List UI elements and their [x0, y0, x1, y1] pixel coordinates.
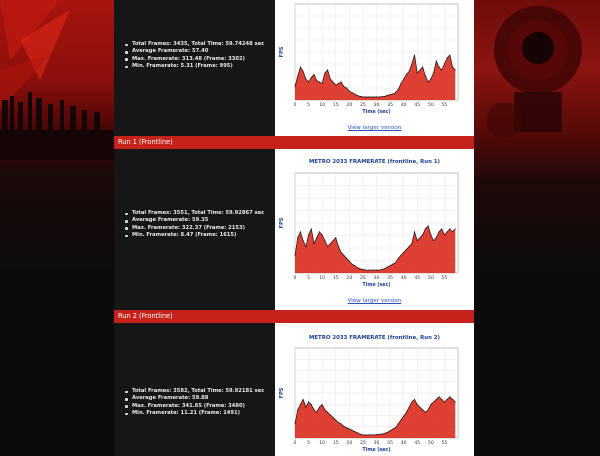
data-point: [449, 55, 450, 56]
data-point: [354, 431, 355, 432]
stats-list: [124, 388, 284, 418]
data-point: [384, 268, 385, 269]
data-point: [316, 412, 317, 413]
data-point: [381, 434, 382, 435]
data-point: [319, 82, 320, 83]
data-point: [384, 433, 385, 434]
data-point: [430, 404, 431, 405]
data-point: [319, 407, 320, 408]
x-tick-label: 40: [400, 276, 407, 281]
data-point: [295, 255, 296, 256]
y-axis-label: FPS: [279, 46, 285, 58]
chart-panel: [275, 149, 474, 310]
data-point: [357, 95, 358, 96]
data-point: [400, 255, 401, 256]
data-point: [365, 270, 366, 271]
data-point: [297, 237, 298, 238]
data-point: [411, 64, 412, 65]
data-point: [376, 434, 377, 435]
stat-average-framerate: Average Framerate: 57.40: [124, 48, 284, 55]
data-point: [381, 96, 382, 97]
data-point: [441, 399, 442, 400]
data-point: [449, 228, 450, 229]
stat-total-frames: Total Frames: 3435, Total Time: 59.74248 sec: [124, 41, 284, 48]
data-point: [409, 407, 410, 408]
data-point: [362, 97, 363, 98]
data-point: [438, 67, 439, 68]
data-point: [444, 402, 445, 403]
x-tick-label: 50: [427, 103, 434, 108]
data-point: [300, 404, 301, 405]
x-tick-label: 0: [293, 103, 297, 108]
data-point: [417, 73, 418, 74]
run-header: Run 2 (Frontline): [114, 310, 474, 323]
x-tick-label: 0: [293, 276, 297, 281]
data-point: [365, 97, 366, 98]
data-point: [381, 269, 382, 270]
stat-min-framerate: Min. Framerate: 8.47 (Frame: 1615): [124, 232, 284, 239]
data-point: [400, 420, 401, 421]
data-point: [430, 79, 431, 80]
stat-total-frames: Total Frames: 3551, Total Time: 59.92867 sec: [124, 210, 284, 217]
left-background-art: [0, 0, 114, 456]
data-point: [346, 88, 347, 89]
data-point: [425, 76, 426, 77]
data-point: [338, 246, 339, 247]
data-point: [360, 434, 361, 435]
data-point: [308, 234, 309, 235]
red-star-burst-art: [0, 0, 114, 160]
x-tick-label: 25: [359, 103, 366, 108]
data-point: [333, 240, 334, 241]
data-point: [444, 234, 445, 235]
stat-average-framerate: Average Framerate: 59.88: [124, 395, 284, 402]
x-tick-label: 55: [441, 276, 448, 281]
data-point: [357, 267, 358, 268]
data-point: [455, 70, 456, 71]
x-tick-label: 50: [427, 276, 434, 281]
data-point: [335, 237, 336, 238]
data-point: [349, 91, 350, 92]
data-point: [428, 225, 429, 226]
data-point: [409, 71, 410, 72]
data-point: [419, 407, 420, 408]
data-point: [398, 423, 399, 424]
data-point: [346, 427, 347, 428]
data-point: [338, 83, 339, 84]
data-point: [455, 228, 456, 229]
stats-panel: [114, 0, 275, 136]
data-point: [311, 228, 312, 229]
stat-min-framerate: Min. Framerate: 11.21 (Frame: 1491): [124, 410, 284, 417]
x-tick-label: 15: [332, 276, 339, 281]
run-block-1: [114, 149, 474, 310]
gas-mask-art: [474, 0, 600, 170]
data-point: [308, 82, 309, 83]
data-point: [379, 434, 380, 435]
data-point: [422, 67, 423, 68]
data-point: [387, 267, 388, 268]
data-point: [300, 231, 301, 232]
data-point: [400, 83, 401, 84]
x-axis-label: Time (sec): [362, 448, 391, 453]
data-point: [365, 434, 366, 435]
data-point: [376, 97, 377, 98]
run-block-0: [114, 0, 474, 136]
data-point: [414, 231, 415, 232]
data-point: [349, 261, 350, 262]
data-point: [438, 231, 439, 232]
data-point: [422, 234, 423, 235]
stat-max-framerate: Max. Framerate: 313.48 (Frame: 3302): [124, 56, 284, 63]
data-point: [414, 55, 415, 56]
data-point: [324, 409, 325, 410]
data-point: [447, 231, 448, 232]
x-tick-label: 45: [414, 276, 421, 281]
stats-panel: [114, 149, 275, 310]
view-larger-link[interactable]: View larger version: [347, 125, 402, 131]
stats-panel: [114, 323, 275, 456]
data-point: [316, 80, 317, 81]
x-tick-label: 45: [414, 441, 421, 446]
data-point: [352, 430, 353, 431]
x-tick-label: 30: [373, 441, 380, 446]
data-point: [422, 409, 423, 410]
data-point: [373, 97, 374, 98]
data-point: [308, 402, 309, 403]
data-point: [324, 73, 325, 74]
run-block-2: [114, 323, 474, 456]
data-point: [333, 417, 334, 418]
data-point: [368, 434, 369, 435]
data-point: [403, 252, 404, 253]
x-tick-label: 25: [359, 441, 366, 446]
data-point: [395, 427, 396, 428]
data-point: [449, 396, 450, 397]
data-point: [436, 61, 437, 62]
data-point: [417, 404, 418, 405]
data-point: [409, 246, 410, 247]
x-tick-label: 10: [319, 441, 326, 446]
data-point: [425, 412, 426, 413]
run-header: Run 1 (Frontline): [114, 136, 474, 149]
data-point: [343, 86, 344, 87]
data-point: [322, 83, 323, 84]
data-point: [316, 237, 317, 238]
data-point: [324, 240, 325, 241]
data-point: [390, 94, 391, 95]
data-point: [319, 231, 320, 232]
x-tick-label: 30: [373, 103, 380, 108]
stats-list: [124, 210, 284, 240]
data-point: [403, 79, 404, 80]
data-point: [433, 73, 434, 74]
framerate-chart: [275, 0, 474, 118]
data-point: [373, 270, 374, 271]
stat-average-framerate: Average Framerate: 59.35: [124, 217, 284, 224]
x-tick-label: 35: [387, 441, 394, 446]
y-axis-label: FPS: [279, 387, 285, 399]
data-point: [295, 86, 296, 87]
data-point: [411, 243, 412, 244]
x-tick-label: 45: [414, 103, 421, 108]
chart-title: METRO 2033 FRAMERATE (frontline, Run 2): [308, 335, 441, 341]
view-larger-link[interactable]: View larger version: [347, 298, 402, 304]
data-point: [360, 96, 361, 97]
x-tick-label: 35: [387, 276, 394, 281]
x-tick-label: 0: [293, 441, 297, 446]
data-point: [368, 270, 369, 271]
data-point: [430, 234, 431, 235]
data-point: [441, 228, 442, 229]
x-tick-label: 35: [387, 103, 394, 108]
data-point: [438, 396, 439, 397]
data-point: [433, 402, 434, 403]
data-point: [436, 237, 437, 238]
data-point: [425, 228, 426, 229]
x-tick-label: 50: [427, 441, 434, 446]
data-point: [379, 270, 380, 271]
data-point: [373, 434, 374, 435]
data-point: [341, 82, 342, 83]
data-point: [297, 409, 298, 410]
data-point: [447, 399, 448, 400]
data-point: [392, 429, 393, 430]
data-point: [392, 94, 393, 95]
data-point: [341, 252, 342, 253]
data-point: [352, 264, 353, 265]
data-point: [349, 429, 350, 430]
data-point: [314, 74, 315, 75]
stat-min-framerate: Min. Framerate: 5.31 (Frame: 995): [124, 63, 284, 70]
data-point: [335, 85, 336, 86]
data-point: [360, 268, 361, 269]
data-point: [305, 246, 306, 247]
data-point: [327, 246, 328, 247]
x-tick-label: 5: [307, 441, 311, 446]
data-point: [444, 64, 445, 65]
data-point: [352, 92, 353, 93]
data-point: [368, 97, 369, 98]
data-point: [362, 434, 363, 435]
data-point: [406, 74, 407, 75]
data-point: [314, 409, 315, 410]
chart-title: METRO 2033 FRAMERATE (frontline, Run 1): [308, 159, 441, 165]
data-point: [390, 265, 391, 266]
x-tick-label: 10: [319, 103, 326, 108]
data-point: [428, 409, 429, 410]
stat-max-framerate: Max. Framerate: 341.65 (Frame: 3480): [124, 403, 284, 410]
stat-total-frames: Total Frames: 3582, Total Time: 59.92181 sec: [124, 388, 284, 395]
data-point: [411, 402, 412, 403]
x-tick-label: 55: [441, 103, 448, 108]
data-point: [371, 270, 372, 271]
data-point: [341, 423, 342, 424]
data-point: [305, 407, 306, 408]
data-point: [371, 97, 372, 98]
data-point: [362, 269, 363, 270]
framerate-chart: [275, 344, 474, 456]
data-point: [379, 97, 380, 98]
data-point: [311, 77, 312, 78]
x-tick-label: 55: [441, 441, 448, 446]
x-axis-label: Time (sec): [362, 283, 391, 288]
data-point: [327, 412, 328, 413]
stat-max-framerate: Max. Framerate: 322.37 (Frame: 2153): [124, 225, 284, 232]
data-point: [354, 94, 355, 95]
data-point: [441, 70, 442, 71]
main-content-column: [114, 0, 474, 456]
data-point: [295, 423, 296, 424]
data-point: [428, 82, 429, 83]
data-point: [452, 67, 453, 68]
data-point: [398, 89, 399, 90]
data-point: [346, 258, 347, 259]
x-tick-label: 5: [307, 276, 311, 281]
data-point: [371, 434, 372, 435]
data-point: [395, 92, 396, 93]
data-point: [392, 264, 393, 265]
data-point: [330, 79, 331, 80]
data-point: [419, 70, 420, 71]
data-point: [436, 399, 437, 400]
data-point: [376, 270, 377, 271]
data-point: [311, 404, 312, 405]
data-point: [455, 402, 456, 403]
x-tick-label: 5: [307, 103, 311, 108]
data-point: [303, 399, 304, 400]
data-point: [433, 240, 434, 241]
data-point: [406, 412, 407, 413]
data-point: [303, 240, 304, 241]
data-point: [297, 76, 298, 77]
right-background-art: [474, 0, 600, 456]
x-tick-label: 10: [319, 276, 326, 281]
data-point: [303, 71, 304, 72]
chart-panel: [275, 0, 474, 136]
chart-panel: [275, 323, 474, 456]
data-point: [387, 432, 388, 433]
data-point: [452, 399, 453, 400]
x-tick-label: 40: [400, 103, 407, 108]
data-point: [390, 430, 391, 431]
data-point: [354, 265, 355, 266]
data-point: [343, 255, 344, 256]
data-point: [322, 234, 323, 235]
x-tick-label: 25: [359, 276, 366, 281]
data-point: [327, 70, 328, 71]
stats-list: [124, 41, 284, 71]
data-point: [330, 243, 331, 244]
data-point: [314, 243, 315, 244]
data-point: [305, 79, 306, 80]
data-point: [452, 231, 453, 232]
x-tick-label: 30: [373, 276, 380, 281]
data-point: [398, 258, 399, 259]
x-tick-label: 20: [346, 276, 353, 281]
data-point: [417, 240, 418, 241]
data-point: [322, 404, 323, 405]
y-axis-label: FPS: [279, 217, 285, 229]
x-tick-label: 15: [332, 103, 339, 108]
data-point: [384, 96, 385, 97]
data-point: [403, 416, 404, 417]
x-tick-label: 40: [400, 441, 407, 446]
data-point: [335, 420, 336, 421]
data-point: [300, 67, 301, 68]
data-point: [395, 262, 396, 263]
data-point: [406, 249, 407, 250]
data-point: [333, 82, 334, 83]
data-point: [387, 95, 388, 96]
data-point: [343, 426, 344, 427]
x-tick-label: 15: [332, 441, 339, 446]
x-tick-label: 20: [346, 441, 353, 446]
data-point: [447, 58, 448, 59]
data-point: [357, 432, 358, 433]
framerate-chart: [275, 169, 474, 291]
x-tick-label: 20: [346, 103, 353, 108]
data-point: [338, 422, 339, 423]
data-point: [330, 414, 331, 415]
data-point: [414, 399, 415, 400]
data-point: [419, 237, 420, 238]
x-axis-label: Time (sec): [362, 110, 391, 115]
